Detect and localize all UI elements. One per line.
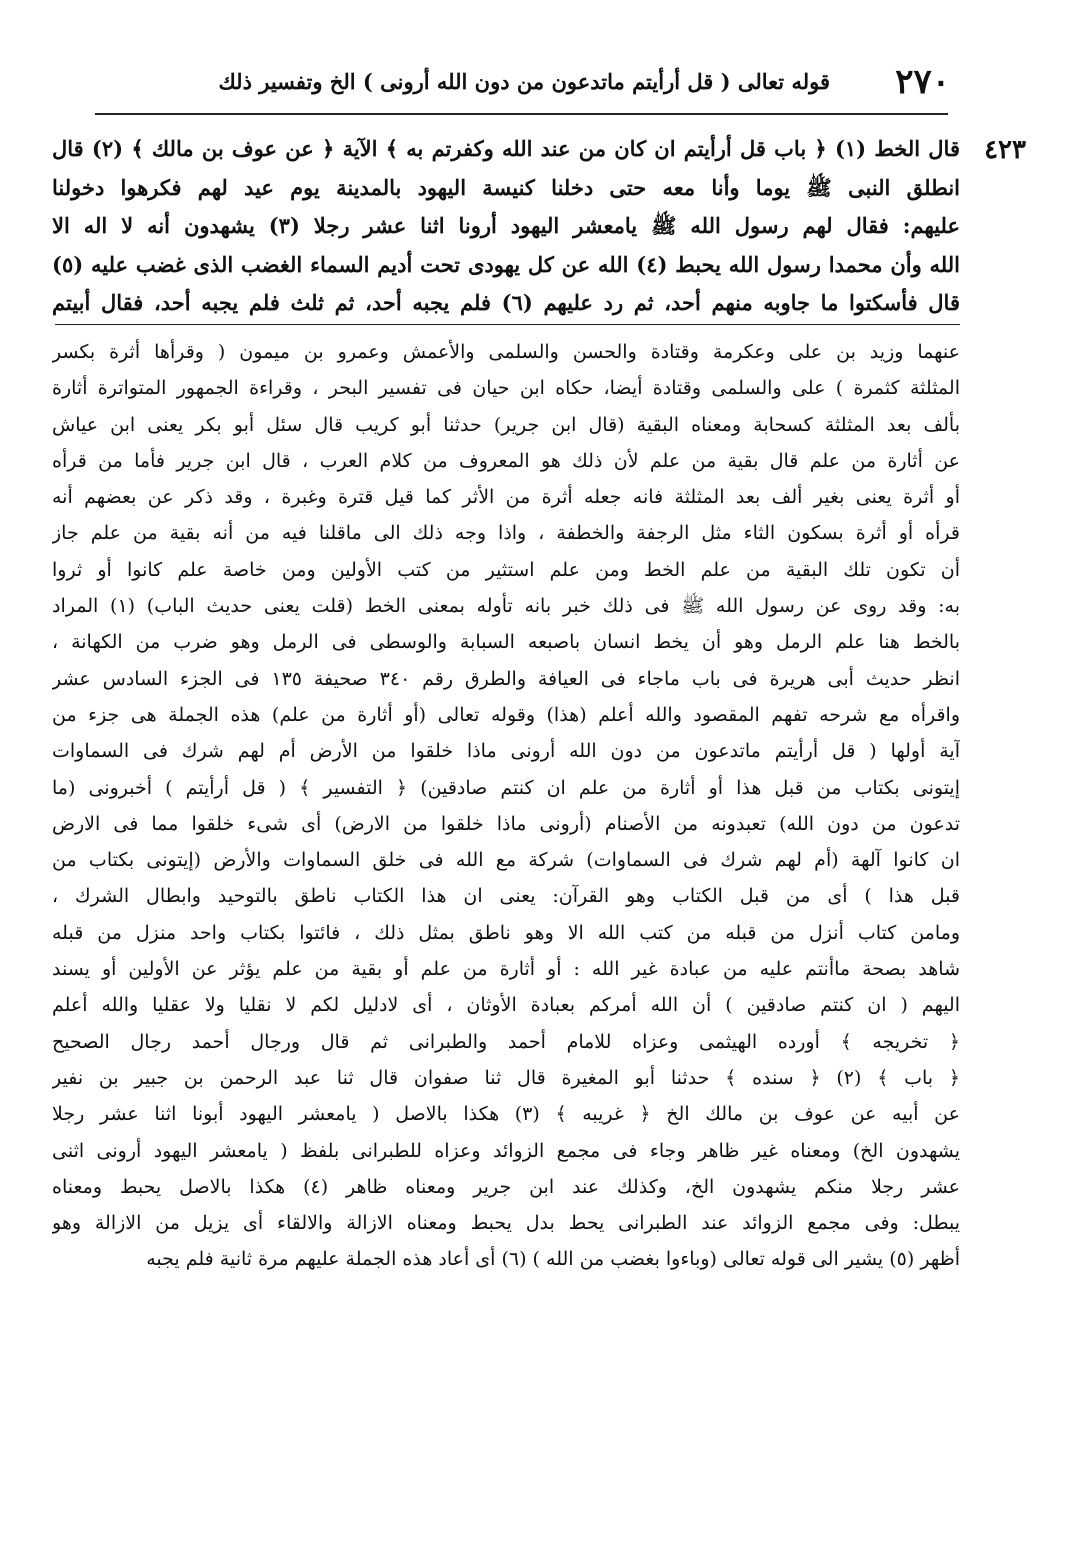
- main-text-line: عليهم: فقال لهم رسول الله ﷺ يامعشر اليهود أرونا اثنا عشر رجلا (٣) يشهدون أنه لا اله الا: [52, 213, 960, 238]
- page-number: ٢٧٠: [895, 62, 950, 102]
- commentary-line: يبطل: وفى مجمع الزوائد عند الطبرانى يحط بدل يحبط ومعناه الازالة والالقاء أى يزيل من الازالة وهو: [52, 1212, 960, 1235]
- header-divider: [95, 113, 948, 115]
- main-text-line: قال فأسكتوا ما جاوبه منهم أحد، ثم رد عليهم (٦) فلم يجبه أحد، ثم ثلث فلم يجبه أحد، فقال أبيتم: [52, 290, 960, 315]
- section-divider: [55, 324, 960, 325]
- hadith-number: ٤٢٣: [984, 135, 1026, 165]
- commentary-line: أن تكون تلك البقية من علم الخط ومن علم استثير من كتب الأولين ومن خاصة علم كانوا أو ثروا: [52, 558, 960, 581]
- commentary-line: إيتونى بكتاب من قبل هذا أو أثارة من علم ان كنتم صادقين) ﴿ التفسير ﴾ ( قل أرأيتم ) أخبرونى (ما: [52, 776, 960, 799]
- commentary-line: ﴿ تخريجه ﴾ أورده الهيثمى وعزاه للامام أحمد والطبرانى ثم قال ورجال أحمد رجال الصحيح: [52, 1030, 960, 1053]
- commentary-line: قرأه أو أثرة بسكون الثاء مثل الرجفة والخطفة ، واذا وجه ذلك الى ماقلنا فيه من أنه بقية من علم جاز: [52, 522, 960, 545]
- commentary-text: [52, 334, 960, 1278]
- commentary-line: بألف بعد المثلثة كسحابة ومعناه البقية (قال ابن جرير) حدثنا أبو كريب قال سئل أبو بكر يعنى ابن عياش: [52, 413, 960, 436]
- commentary-line: عن أثارة من علم قال بقية من علم لأن ذلك هو المعروف من كلام العرب ، قال ابن جرير فأما من قرأه: [52, 449, 960, 472]
- commentary-line: قبل هذا ) أى من قبل الكتاب وهو القرآن: يعنى ان هذا الكتاب ناطق بالتوحيد وابطال الشرك ،: [52, 885, 960, 908]
- main-text-line: قال الخط (١) ﴿ باب قل أرأيتم ان كان من عند الله وكفرتم به ﴾ الآية ﴿ عن عوف بن مالك ﴾ (٢) قال: [52, 136, 960, 161]
- commentary-line: عشر رجلا منكم يشهدون الخ، وكذلك عند ابن جرير ومعناه ظاهر (٤) هكذا بالاصل يحبط ومعناه: [52, 1175, 960, 1198]
- commentary-line: عنهما وزيد بن على وعكرمة وقتادة والحسن والسلمى والأعمش وعمرو بن ميمون ( وقرأها أثرة بكسر: [52, 341, 960, 363]
- commentary-line: تدعون من دون الله) تعبدونه من الأصنام (أرونى ماذا خلقوا من الارض) أى شىء خلقوا مما فى الارض: [52, 812, 960, 835]
- commentary-line: أو أثرة يعنى بغير ألف بعد المثلثة فانه جعله أثرة من الأثر كما قيل قترة وغبرة ، وقد ذكر عن بعضهم أنه: [52, 486, 960, 509]
- commentary-line: آية أولها ( قل أرأيتم ماتدعون من دون الله أرونى ماذا خلقوا من الأرض أم لهم شرك فى السماوات: [52, 740, 960, 763]
- commentary-line: واقرأه مع شرحه تفهم المقصود والله أعلم (هذا) وقوله تعالى (أو أثارة من علم) هذه الجملة هى جزء من: [52, 703, 960, 726]
- commentary-line: شاهد بصحة ماأنتم عليه من عبادة غير الله : أو أثارة من علم أو بقية من علم يؤثر عن الأولين أو يسند: [52, 958, 960, 981]
- page-header: [90, 62, 950, 112]
- main-hadith-text: [52, 130, 960, 323]
- commentary-line: اليهم ( ان كنتم صادقين ) أن الله أمركم بعبادة الأوثان ، أى لادليل لكم لا نقليا ولا عقليا والله أعلم: [52, 994, 960, 1017]
- commentary-line: ﴿ باب ﴾ (٢) ﴿ سنده ﴾ حدثنا أبو المغيرة قال ثنا صفوان قال ثنا عبد الرحمن بن جبير بن نفير: [52, 1066, 960, 1089]
- commentary-line: بالخط هنا علم الرمل وهو أن يخط انسان باصبعه السبابة والوسطى فى الرمل وهو ضرب من الكهانة ،: [52, 631, 960, 654]
- commentary-line: انظر حديث أبى هريرة فى باب ماجاء فى العيافة والطرق رقم ٣٤٠ صحيفة ١٣٥ فى الجزء السادس عشر: [52, 667, 960, 690]
- commentary-line: أظهر (٥) يشير الى قوله تعالى (وباءوا بغضب من الله ) (٦) أى أعاد هذه الجملة عليهم مرة ثانية فلم يجبه: [146, 1248, 960, 1271]
- commentary-line: المثلثة كثمرة ) على والسلمى وقتادة أيضا، حكاه ابن حيان فى تفسير البحر ، وقراءة الجمهور المتواترة أثارة: [52, 377, 960, 400]
- main-text-line: الله وأن محمدا رسول الله يحبط (٤) الله عن كل يهودى تحت أديم السماء الغضب الذى غضب عليه (٥): [52, 251, 960, 277]
- commentary-line: ان كانوا آلهة (أم لهم شرك فى السماوات) شركة مع الله فى خلق السماوات والأرض (إيتونى بكتاب من: [52, 849, 960, 872]
- commentary-line: ومامن كتاب أنزل من قبله من كتب الله الا وهو ناطق بمثل ذلك ، فائتوا بكتاب واحد منزل من قبله: [52, 921, 960, 944]
- commentary-line: به: وقد روى عن رسول الله ﷺ فى ذلك خبر بانه تأوله بمعنى الخط (قلت يعنى حديث الباب) (١) المراد: [52, 595, 960, 618]
- main-text-line: انطلق النبى ﷺ يوما وأنا معه حتى دخلنا كنيسة اليهود بالمدينة يوم عيد لهم فكرهوا دخولنا: [52, 174, 960, 200]
- running-title: قوله تعالى ( قل أرأيتم ماتدعون من دون الله أرونى ) الخ وتفسير ذلك: [218, 69, 830, 94]
- commentary-line: يشهدون الخ) ومعناه غير ظاهر وجاء فى مجمع الزوائد وعزاه للطبرانى بلفظ ( يامعشر اليهود أرونى اثنى: [52, 1139, 960, 1162]
- commentary-line: عن أبيه عن عوف بن مالك الخ ﴿ غريبه ﴾ (٣) هكذا بالاصل ( يامعشر اليهود أبونا اثنا عشر رجلا: [52, 1103, 960, 1126]
